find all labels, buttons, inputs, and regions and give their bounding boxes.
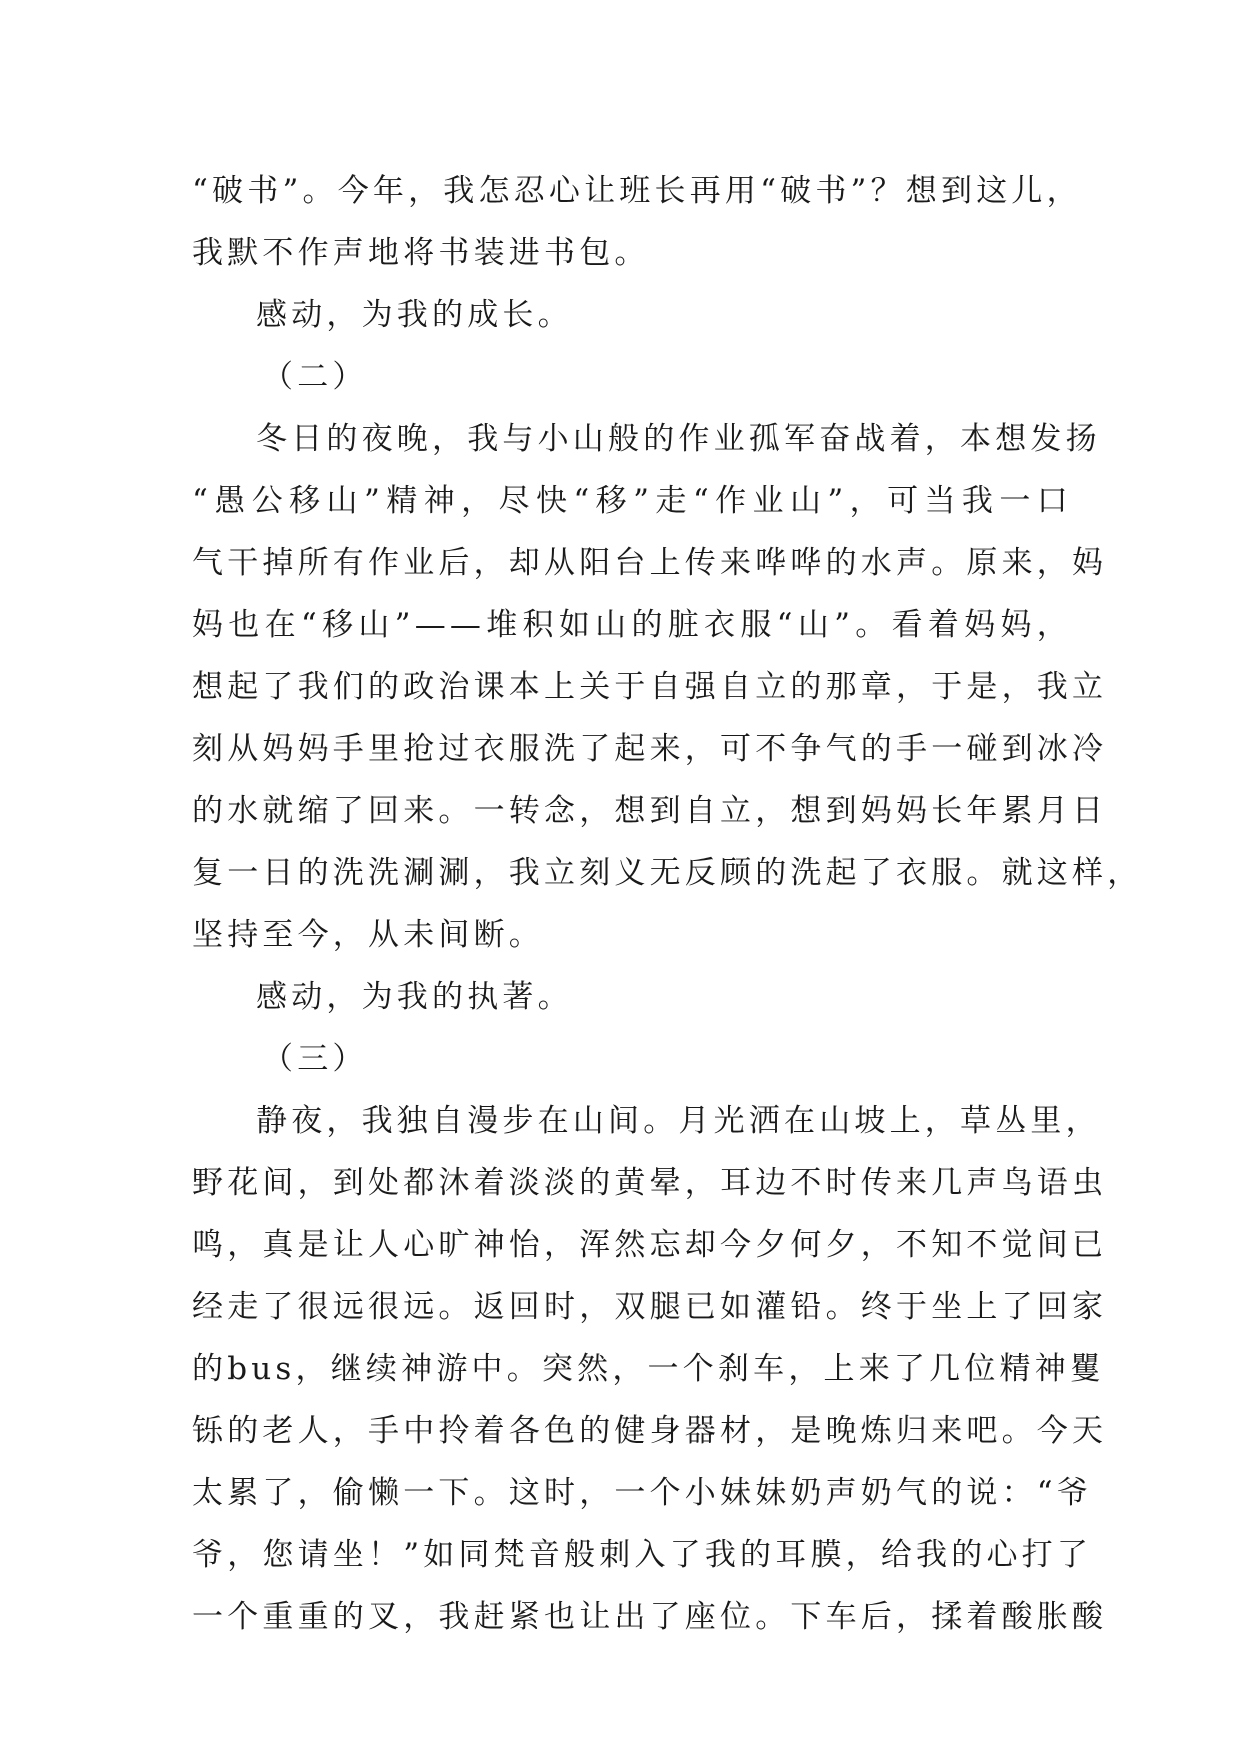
text-line: 想起了我们的政治课本上关于自强自立的那章，于是，我立 [192,669,1108,705]
text-line: 妈也在“移山”——堆积如山的脏衣服“山”。看着妈妈， [192,607,1072,643]
text-line: 气干掉所有作业后，却从阳台上传来哗哗的水声。原来，妈 [192,545,1108,581]
paragraph-line: 冬日的夜晚，我与小山般的作业孤军奋战着，本想发扬 [256,421,1101,457]
text-line: “破书”。今年，我怎忍心让班长再用“破书”？想到这儿， [192,173,1082,209]
section-heading: （三） [262,1041,368,1077]
text-line: 刻从妈妈手里抢过衣服洗了起来，可不争气的手一碰到冰冷 [192,731,1108,767]
text-line: 一个重重的叉，我赶紧也让出了座位。下车后，揉着酸胀酸 [192,1599,1108,1635]
text-line: 复一日的洗洗涮涮，我立刻义无反顾的洗起了衣服。就这样， [192,855,1143,891]
text-line: 经走了很远很远。返回时，双腿已如灌铅。终于坐上了回家 [192,1289,1108,1325]
paragraph-line: 静夜，我独自漫步在山间。月光洒在山坡上，草丛里， [256,1103,1101,1139]
section-heading: （二） [262,359,368,395]
text-line: 的bus，继续神游中。突然，一个刹车，上来了几位精神矍 [192,1351,1106,1387]
text-line: 野花间，到处都沐着淡淡的黄晕，耳边不时传来几声鸟语虫 [192,1165,1108,1201]
text-line: 我默不作声地将书装进书包。 [192,235,650,271]
paragraph-line: 感动，为我的成长。 [256,297,573,333]
body-text [192,160,1143,1648]
text-line: “愚公移山”精神，尽快“移”走“作业山”，可当我一口 [192,483,1072,519]
text-line: 太累了，偷懒一下。这时，一个小妹妹奶声奶气的说：“爷 [192,1475,1093,1511]
text-line: 铄的老人，手中拎着各色的健身器材，是晚炼归来吧。今天 [192,1413,1108,1449]
text-line: 坚持至今，从未间断。 [192,917,544,953]
text-line: 的水就缩了回来。一转念，想到自立，想到妈妈长年累月日 [192,793,1108,829]
text-line: 爷，您请坐！”如同梵音般刺入了我的耳膜，给我的心打了 [192,1537,1093,1573]
text-line: 鸣，真是让人心旷神怡，浑然忘却今夕何夕，不知不觉间已 [192,1227,1108,1263]
paragraph-line: 感动，为我的执著。 [256,979,573,1015]
